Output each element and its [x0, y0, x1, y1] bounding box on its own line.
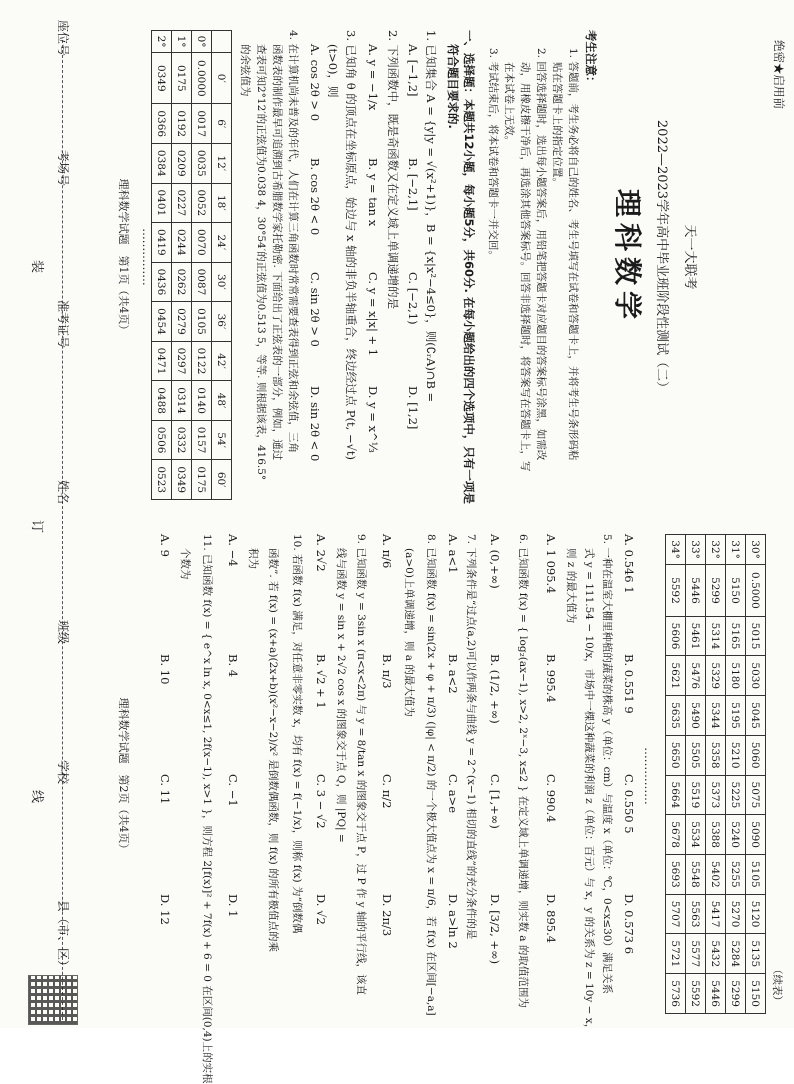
class-label: 班级 — [56, 620, 70, 645]
q11-option-d: D. 12 — [158, 894, 172, 925]
table-cell: 5165 — [726, 616, 746, 656]
q11-option-b: B. 10 — [158, 654, 172, 685]
q5-option-a: A. 1 095.4 — [544, 534, 558, 594]
q3-option-a: A. cos 2θ > 0 — [308, 44, 322, 122]
seat-number-label: 座位号 — [56, 20, 70, 57]
sine-table-part-1 — [151, 30, 232, 500]
table-header-cell: 54′ — [212, 420, 232, 460]
table-cell: 5299 — [726, 974, 746, 1014]
question-5-cont: 则 z 的最大值为 — [565, 548, 577, 624]
question-1: 1. 已知集合 A = {y|y = √(x²+1)}，B = {x|x²−4≤0}，则(∁ᵣA)∩B = — [424, 30, 438, 403]
question-6: 6. 已知函数 f(x) = { log₂(ax−1), x>2, 2ˣ−3, x≤2 } 在定义域上单调递增，则实数 a 的取值范围为 — [517, 534, 529, 1008]
table-cell: 5373 — [706, 775, 726, 815]
cut-word-xian: 线 — [27, 790, 50, 803]
q8-option-b: B. π/3 — [380, 654, 394, 689]
table-cell: 0471 — [152, 341, 172, 381]
q4-option-b: B. 0.551 9 — [622, 654, 636, 714]
q10-option-d: D. 1 — [226, 894, 240, 918]
sine-table-part-2 — [665, 534, 766, 1014]
table-cell: 5402 — [706, 855, 726, 895]
q8-option-d: D. 2π/3 — [380, 894, 394, 937]
question-4-cont: 函数表的制作最早可追溯到古希腊数学家托勒密. 下面给出了正弦表的一部分，例如，通过 — [271, 44, 283, 461]
table-cell: 0506 — [152, 420, 172, 460]
table-row — [706, 535, 726, 1014]
table-cell: 5030 — [746, 656, 766, 696]
table-cell: 0070 — [192, 223, 212, 263]
table-cell: 5592 — [666, 565, 686, 617]
table-cell: 5255 — [726, 855, 746, 895]
table-cell: 0297 — [172, 341, 192, 381]
table-cell: 5563 — [686, 894, 706, 934]
table-cell: 5534 — [686, 815, 706, 855]
q5-option-b: B. 995.4 — [544, 654, 558, 703]
table-cell: 0349 — [152, 53, 172, 104]
table-row — [686, 535, 706, 1014]
table-header-cell: 42′ — [212, 341, 232, 381]
table-cell: 5548 — [686, 855, 706, 895]
cut-word-zhuang: 装 — [27, 260, 50, 273]
table-row — [152, 31, 172, 500]
table-cell: 0454 — [152, 302, 172, 342]
table-cell: 5606 — [666, 616, 686, 656]
table-row — [726, 535, 746, 1014]
table-row — [746, 535, 766, 1014]
q9-option-a: A. 2√2 — [314, 534, 328, 572]
q4-option-d: D. 0.573 6 — [622, 894, 636, 955]
table-cell: 5060 — [746, 735, 766, 775]
q9-option-c: C. 3 − √2 — [314, 774, 328, 829]
table-cell: 0349 — [172, 460, 192, 500]
page-2-footer: 理科数学试题 第2页（共4页） — [117, 697, 130, 855]
table-cell: 5678 — [666, 815, 686, 855]
table-cell: 0209 — [172, 144, 192, 184]
page-1-footer: 理科数学试题 第1页（共4页） — [117, 178, 130, 336]
q9-option-b: B. √2 + 1 — [314, 654, 328, 709]
binding-strip — [0, 0, 100, 1028]
section-heading-cont: 符合题目要求的. — [446, 44, 460, 129]
question-4: 4. 在计算机尚未普及的年代，人们在计算三角函数时常常需要查表得到正弦和余弦值，三角 — [287, 30, 299, 453]
table-cell: 5736 — [666, 974, 686, 1014]
q3-option-b: B. cos 2θ < 0 — [308, 158, 322, 236]
question-11-cont: 个数为 — [179, 548, 191, 580]
q2-option-b: B. y = tan x — [366, 158, 380, 227]
q10-option-b: B. 4 — [226, 654, 240, 678]
q7-option-b: B. a<2 — [446, 654, 460, 694]
table-cell: 5664 — [666, 775, 686, 815]
table-cell: 0140 — [192, 381, 212, 421]
name-label: 姓名 — [56, 480, 70, 505]
table-header-cell: 12′ — [212, 144, 232, 184]
q5-option-c: C. 990.4 — [544, 774, 558, 823]
table-cell: 0017 — [192, 104, 212, 144]
q10-option-a: A. −4 — [226, 534, 240, 567]
q4-option-c: C. 0.550 5 — [622, 774, 636, 834]
table-cell: 5150 — [746, 974, 766, 1014]
page-2 — [100, 524, 794, 1084]
table-cell: 5344 — [706, 696, 726, 736]
table-cell: 34° — [666, 535, 686, 565]
q2-option-c: C. y = x|x| + 1 — [366, 272, 380, 357]
q9-option-d: D. √2 — [314, 894, 328, 925]
q1-option-d: D. [1,2] — [406, 386, 420, 430]
table-cell: 0366 — [152, 104, 172, 144]
table-header-cell: 0′ — [212, 53, 232, 104]
table-cell: 5150 — [726, 565, 746, 617]
table-cell: 5240 — [726, 815, 746, 855]
continued-label: （续表） — [771, 964, 783, 1006]
table-cell: 5650 — [666, 735, 686, 775]
table-cell: 5314 — [706, 616, 726, 656]
table-cell: 0279 — [172, 302, 192, 342]
school-label: 学校 — [56, 760, 70, 785]
table-cell: 2° — [152, 31, 172, 53]
notice-line: 3. 考试结束后，将本试卷和答题卡一并交回。 — [487, 48, 499, 261]
table-cell: 5180 — [726, 656, 746, 696]
exam-number-label: 准考证号 — [56, 300, 70, 349]
table-cell: 5446 — [706, 974, 726, 1014]
table-header-cell — [212, 31, 232, 53]
table-cell: 5519 — [686, 775, 706, 815]
table-cell: 0.0000 — [192, 53, 212, 104]
table-cell: 5210 — [726, 735, 746, 775]
question-9-cont: 线与函数 y = sin x + 2√2 cos x 的图象交于点 Q，则 |PQ| = — [335, 548, 347, 843]
q3-option-c: C. sin 2θ > 0 — [308, 272, 322, 347]
table-cell: 5090 — [746, 815, 766, 855]
q5-option-d: D. 895.4 — [544, 894, 558, 944]
notice-line: 动，用橡皮擦干净后，再选涂其他答案标号。回答非选择题时，将答案写在答题卡上，写 — [519, 62, 531, 472]
question-8-cont: (a>0)上单调递增，则 a 的最大值为 — [403, 548, 415, 717]
table-row — [192, 31, 212, 500]
table-cell: 0175 — [172, 53, 192, 104]
table-cell: 0384 — [152, 144, 172, 184]
secret-mark: 绝密★启用前 — [772, 40, 786, 109]
table-cell: 5284 — [726, 934, 746, 974]
table-cell: 5075 — [746, 775, 766, 815]
table-cell: 0105 — [192, 302, 212, 342]
org-name: 天一大联考 — [682, 224, 697, 290]
table-cell: 0122 — [192, 341, 212, 381]
table-cell: 0157 — [192, 420, 212, 460]
table-cell: 5577 — [686, 934, 706, 974]
q11-option-a: A. 9 — [158, 534, 172, 557]
table-header-cell: 36′ — [212, 302, 232, 342]
table-cell: 33° — [686, 535, 706, 565]
question-4-cont: 查表可知2°12′的正弦值为0.038 4，30°54′的正弦值为0.513 5，等等. 则根据该表，416.5° — [255, 44, 267, 481]
table-header-cell: 60′ — [212, 460, 232, 500]
q1-option-b: B. [−2,1] — [406, 158, 420, 211]
rotated-spread — [100, 0, 794, 1084]
table-cell: 5045 — [746, 696, 766, 736]
table-cell: 0332 — [172, 420, 192, 460]
table-cell: 31° — [726, 535, 746, 565]
notice-line: 1. 答题前，考生务必将自己的姓名、考生号填写在试卷和答题卡上，并将考生号条形码粘 — [567, 48, 579, 461]
table-cell: 0175 — [192, 460, 212, 500]
table-cell: 5299 — [706, 565, 726, 617]
table-header-row — [212, 31, 232, 500]
q4-option-a: A. 0.546 1 — [622, 534, 636, 594]
table-cell: 0262 — [172, 262, 192, 302]
table-cell: 30° — [746, 535, 766, 565]
table-header-cell: 24′ — [212, 223, 232, 263]
table-cell: 0192 — [172, 104, 192, 144]
table-cell: 0.5000 — [746, 565, 766, 617]
table-cell: 5135 — [746, 934, 766, 974]
table-cell: 5721 — [666, 934, 686, 974]
qr-code-icon — [28, 975, 78, 1025]
question-5: 5. 一种在温室大棚里种植的蔬菜的株高 y（单位：cm）与温度 x（单位：℃，0<x≤30）满足关系 — [601, 534, 613, 995]
table-cell: 0401 — [152, 183, 172, 223]
notice-title: 考生注意： — [584, 30, 598, 88]
table-cell: 5388 — [706, 815, 726, 855]
q2-option-a: A. y = −1/x — [366, 44, 380, 111]
table-cell: 5693 — [666, 855, 686, 895]
table-cell: 5417 — [706, 894, 726, 934]
table-cell: 5461 — [686, 616, 706, 656]
table-cell: 5225 — [726, 775, 746, 815]
table-cell: 0436 — [152, 262, 172, 302]
table-cell: 0523 — [152, 460, 172, 500]
q8-option-c: C. π/2 — [380, 774, 394, 809]
q3-option-d: D. sin 2θ < 0 — [308, 386, 322, 462]
table-cell: 32° — [706, 535, 726, 565]
q6-option-a: A. (0,+∞) — [488, 534, 502, 589]
question-3: 3. 已知角 θ 的顶点在坐标原点，始边与 x 轴的非负半轴重合，终边经过点 P(t, −√t) — [344, 30, 358, 461]
subject-title: 理科数学 — [611, 188, 644, 325]
section-heading: 一、选择题：本题共12小题，每小题5分，共60分. 在每小题给出的四个选项中，只有一项是 — [462, 30, 476, 504]
question-8: 8. 已知函数 f(x) = sin(2x + φ + π/3) (|φ| < π/2) 的一个极大值点为 x = π/6，若 f(x) 在区间[−a,a] — [425, 534, 437, 1016]
q1-option-c: C. [−2,1) — [406, 272, 420, 325]
table-cell: 5621 — [666, 656, 686, 696]
question-5-cont: 式 y = 111.54 − 10/x，市场中一棵这种蔬菜的利润 z（单位：百元）与 x，y 的关系为 z = 10y − x， — [583, 548, 595, 1035]
table-cell: 0244 — [172, 223, 192, 263]
question-7: 7. 下列条件是“过点(a,2)可以作两条与曲线 y = 2^(x−1) 相切的直线”的充分条件的是 — [465, 534, 477, 940]
table-cell: 5358 — [706, 735, 726, 775]
table-cell: 1° — [172, 31, 192, 53]
q7-option-d: D. a>ln 2 — [446, 894, 460, 949]
question-10-cont: 函数”. 若 f(x) = (x+a)(2x+b)(x²−x−2)/x² 是倒数偶函数，则 f(x) 的所有极值点的乘 — [267, 548, 279, 953]
question-9: 9. 已知函数 y = 3sin x (π<x<2π) 与 y = 8/tan x 的图象交于点 P，过 P 作 y 轴的平行线，该直 — [355, 534, 367, 995]
notice-line: 2. 回答选择题时，选出每小题答案后，用铅笔把答题卡对应题目的答案标号涂黑，如需改 — [535, 48, 547, 461]
question-3-cont: (t>0)，则 — [326, 44, 340, 98]
table-header-cell: 30′ — [212, 262, 232, 302]
room-number-label: 考场号 — [56, 150, 70, 187]
question-11: 11. 已知函数 f(x) = { e^x ln x, 0<x≤1, 2f(x−1), x>1 }，则方程 2[f(x)]² + 7f(x) + 6 = 0 在区间(0,4)上的实根 — [201, 534, 213, 1084]
table-cell: 0227 — [172, 183, 192, 223]
table-cell: 0087 — [192, 262, 212, 302]
q10-option-c: C. −1 — [226, 774, 240, 807]
q6-option-d: D. [3/2, +∞) — [488, 894, 502, 965]
table-cell: 5592 — [686, 974, 706, 1014]
table-header-cell: 6′ — [212, 104, 232, 144]
table-cell: 0419 — [152, 223, 172, 263]
question-10: 10. 若函数 f(x) 满足，对任意非零实数 x，均有 f(x) = f(−1/x)，则称 f(x) 为“倒数偶 — [291, 534, 303, 934]
dotted-divider: …………… — [642, 747, 656, 805]
county-label: 县（市、区） — [56, 900, 70, 973]
table-cell: 5505 — [686, 735, 706, 775]
table-header-cell: 18′ — [212, 183, 232, 223]
table-cell: 0314 — [172, 381, 192, 421]
notice-line: 贴在答题卡上的指定位置。 — [551, 62, 563, 188]
q1-option-a: A. [−1,2] — [406, 44, 420, 97]
table-header-cell: 48′ — [212, 381, 232, 421]
q2-option-d: D. y = x^⅓ — [366, 386, 380, 453]
q7-option-c: C. a>e — [446, 774, 460, 813]
table-cell: 5432 — [706, 934, 726, 974]
q7-option-a: A. a<1 — [446, 534, 460, 574]
table-cell: 5105 — [746, 855, 766, 895]
question-2: 2. 下列函数中，既是奇函数又在定义域上单调递增的是 — [386, 30, 400, 310]
table-cell: 5476 — [686, 656, 706, 696]
q6-option-c: C. [1,+∞) — [488, 774, 502, 829]
dotted-divider: …………… — [140, 228, 154, 286]
cut-line — [62, 40, 63, 1020]
table-cell: 5490 — [686, 696, 706, 736]
table-cell: 0052 — [192, 183, 212, 223]
table-cell: 5329 — [706, 656, 726, 696]
table-cell: 5707 — [666, 894, 686, 934]
table-cell: 5270 — [726, 894, 746, 934]
table-row — [172, 31, 192, 500]
exam-title: 2022—2023学年高中毕业班阶段性测试（二） — [654, 119, 669, 395]
question-10-cont: 积为 — [247, 548, 259, 569]
q8-option-a: A. π/6 — [380, 534, 394, 569]
table-cell: 5120 — [746, 894, 766, 934]
table-cell: 5195 — [726, 696, 746, 736]
cut-word-ding: 订 — [27, 520, 50, 533]
table-cell: 5635 — [666, 696, 686, 736]
table-cell: 0488 — [152, 381, 172, 421]
notice-line: 在本试卷上无效。 — [503, 62, 515, 146]
question-4-cont: 的余弦值为 — [239, 44, 251, 97]
table-cell: 5446 — [686, 565, 706, 617]
table-row — [666, 535, 686, 1014]
page-1 — [100, 0, 794, 514]
table-cell: 5015 — [746, 616, 766, 656]
q6-option-b: B. (1/2, +∞) — [488, 654, 502, 724]
table-cell: 0035 — [192, 144, 212, 184]
q11-option-c: C. 11 — [158, 774, 172, 805]
table-cell: 0° — [192, 31, 212, 53]
